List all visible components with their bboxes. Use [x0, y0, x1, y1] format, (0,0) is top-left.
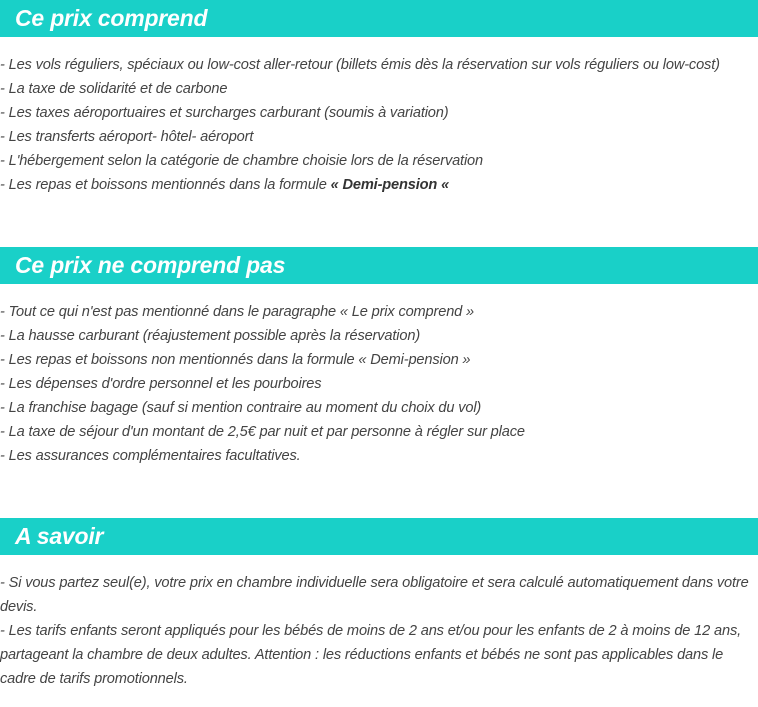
- info-paragraph: - Si vous partez seul(e), votre prix en chambre individuelle sera obligatoire et sera calculé automatiquement dans votre devis.: [0, 575, 749, 615]
- section-header-excludes: [0, 247, 758, 284]
- list-item: - Tout ce qui n'est pas mentionné dans le paragraphe « Le prix comprend »: [0, 304, 475, 320]
- list-item: - Les dépenses d'ordre personnel et les pourboires: [0, 376, 322, 392]
- info-paragraph: - Les tarifs enfants seront appliqués pour les bébés de moins de 2 ans et/ou pour les enfants de 2 à moins de 12 ans, partageant la chambre de deux adultes. Attention : les réductions enfants et bébés ne sont pas applicables dans le cadre de tarifs promotionnels.: [0, 623, 741, 687]
- list-item: - Les repas et boissons non mentionnés dans la formule « Demi-pension »: [0, 352, 471, 368]
- section-title-excludes: Ce prix ne comprend pas: [15, 252, 286, 278]
- list-item-emphasis: « Demi-pension «: [330, 177, 450, 193]
- includes-list: [0, 53, 758, 197]
- section-header-includes: [0, 0, 758, 37]
- section-header-info: [0, 518, 758, 555]
- list-item: - Les transferts aéroport- hôtel- aéroport: [0, 129, 254, 145]
- list-item: [0, 173, 758, 197]
- section-title-info: A savoir: [15, 523, 104, 549]
- list-item: - Les taxes aéroportuaires et surcharges carburant (soumis à variation): [0, 105, 449, 121]
- excludes-list: [0, 300, 758, 468]
- list-item: - La franchise bagage (sauf si mention contraire au moment du choix du vol): [0, 400, 482, 416]
- list-item: - L'hébergement selon la catégorie de chambre choisie lors de la réservation: [0, 153, 483, 169]
- list-item-text: - Les repas et boissons mentionnés dans la formule: [0, 177, 331, 193]
- list-item: - La taxe de séjour d'un montant de 2,5€ par nuit et par personne à régler sur place: [0, 424, 525, 440]
- list-item: - Les assurances complémentaires facultatives.: [0, 448, 301, 464]
- list-item: - Les vols réguliers, spéciaux ou low-cost aller-retour (billets émis dès la réservation sur vols réguliers ou low-cost): [0, 57, 720, 73]
- list-item: - La hausse carburant (réajustement possible après la réservation): [0, 328, 421, 344]
- list-item: - La taxe de solidarité et de carbone: [0, 81, 228, 97]
- section-title-includes: Ce prix comprend: [15, 5, 208, 31]
